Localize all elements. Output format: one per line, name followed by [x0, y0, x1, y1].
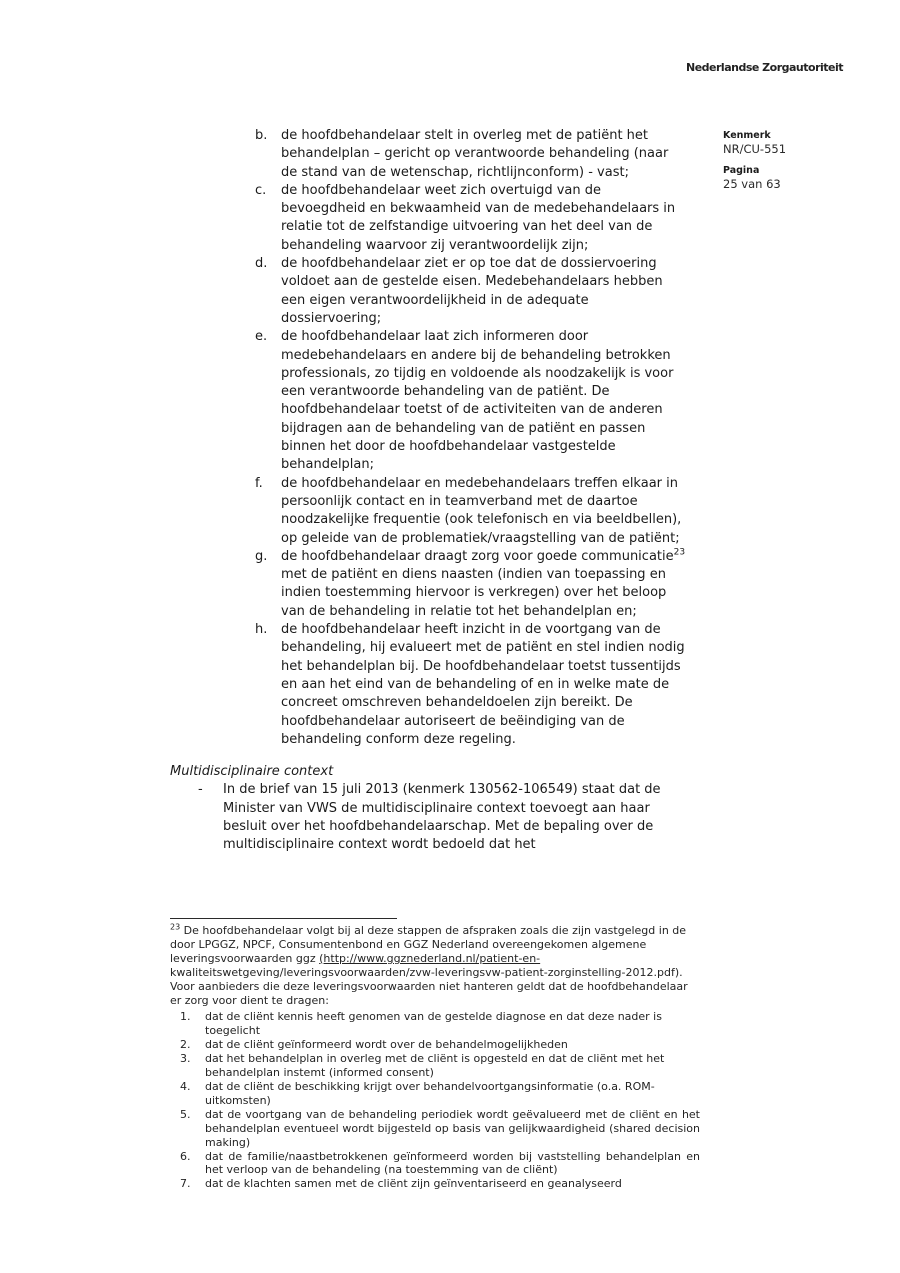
footnote-item-number: 5. — [180, 1107, 191, 1121]
footnote-item-number: 3. — [180, 1052, 191, 1066]
list-marker: f. — [255, 475, 263, 491]
footnote-area — [170, 918, 700, 1191]
footnote-url-rest: kwaliteitswetgeving/leveringsvoorwaarden/zvw-leveringsvw-patient-zorginstelling-2012.pdf — [170, 965, 675, 979]
list-item-text — [281, 548, 687, 621]
list-item-e — [170, 328, 687, 474]
list-item-f — [170, 475, 687, 548]
footnote-item-text: dat de klachten samen met de cliënt zijn geïnventariseerd en geanalyseerd — [205, 1177, 622, 1191]
list-item-text: de hoofdbehandelaar en medebehandelaars treffen elkaar in persoonlijk contact en in teamverband met de daartoe noodzakelijke frequentie (ook telefonisch en via beeldbellen), op geleide van de problematiek/vraagstelling van de patiënt; — [281, 475, 682, 546]
list-item-text: de hoofdbehandelaar heeft inzicht in de voortgang van de behandeling, hij evalueert met de patiënt en stel indien nodig het behandelplan bij. De hoofdbehandelaar toetst tussentijds en aan het eind van de behandeling of en in welke mate de concreet omschreven behandeldoelen zijn bereikt. De hoofdbehandelaar autoriseert de beëindiging van de behandeling conform deze regeling. — [281, 622, 685, 747]
list-item-text: de hoofdbehandelaar weet zich overtuigd van de bevoegdheid en bekwaamheid van de medebehandelaars in relatie tot de zelfstandige uitvoering van het deel van de behandeling waarvoor zij verantwoordelijk zijn; — [281, 182, 676, 253]
dash-item-text: In de brief van 15 juli 2013 (kenmerk 130562-106549) staat dat de Minister van VWS de multidisciplinaire context toevoegt aan haar besluit over het hoofdbehandelaarschap. Met de bepaling over de multidisciplinaire context wordt bedoeld dat het — [223, 782, 661, 853]
footnote-numbered-list — [170, 1010, 700, 1191]
list-marker: d. — [255, 256, 268, 272]
footnote-item-number: 6. — [180, 1149, 191, 1163]
footnote-url-link[interactable]: (http://www.ggznederland.nl/patient-en- — [319, 951, 541, 965]
footnote-separator — [170, 918, 397, 919]
footnote-item-1 — [170, 1010, 700, 1038]
footnote-item-text: dat de cliënt kennis heeft genomen van de gestelde diagnose en dat deze nader is toegelicht — [205, 1010, 662, 1038]
list-item-text: de hoofdbehandelaar laat zich informeren door medebehandelaars en andere bij de behandeling betrokken professionals, zo tijdig en voldoende als noodzakelijk is voor een verantwoorde behandeling van de patiënt. De hoofdbehandelaar toetst of de activiteiten van de anderen bijdragen aan de behandeling van de patiënt en passen binnen het door de hoofdbehandelaar vastgestelde behandelplan; — [281, 329, 674, 473]
footnote-item-7 — [170, 1177, 700, 1191]
list-item-b — [170, 127, 687, 182]
list-marker: c. — [255, 182, 267, 198]
dash-marker: - — [198, 782, 203, 798]
footnote-item-number: 1. — [180, 1010, 191, 1024]
list-item-c — [170, 182, 687, 255]
footnote-item-text: dat de cliënt geïnformeerd wordt over de behandelmogelijkheden — [205, 1038, 568, 1052]
footnote-item-3 — [170, 1052, 700, 1080]
footnote-item-number: 4. — [180, 1079, 191, 1093]
footnote-item-number: 7. — [180, 1177, 191, 1191]
list-marker: e. — [255, 329, 268, 345]
footnote-text: De hoofdbehandelaar volgt bij al deze stappen de afspraken zoals die zijn vastgelegd in de door LPGGZ, NPCF, Consumentenbond en GGZ Nederland overeengekomen algemene leveringsvoorwaarden ggz — [170, 924, 687, 965]
section-heading: Multidisciplinaire context — [170, 764, 334, 780]
pagina-label: Pagina — [723, 165, 760, 176]
footnote-text: ). Voor aanbieders die deze leveringsvoorwaarden niet hanteren geldt dat de hoofdbehandelaar er zorg voor dient te dragen: — [170, 965, 688, 1007]
list-item-d — [170, 255, 687, 328]
footnote-item-5 — [170, 1108, 700, 1150]
dash-list-item — [170, 781, 687, 854]
kenmerk-value: NR/CU-551 — [723, 142, 787, 156]
list-item-g — [170, 548, 687, 621]
footnote-paragraph — [170, 924, 700, 1007]
list-item-text: de hoofdbehandelaar ziet er op toe dat de dossiervoering voldoet aan de gestelde eisen. Medebehandelaars hebben een eigen verantwoordelijkheid in de adequate dossiervoering; — [281, 256, 663, 326]
footnote-item-4 — [170, 1080, 700, 1108]
list-item-text: de hoofdbehandelaar stelt in overleg met de patiënt het behandelplan – gericht op verantwoorde behandeling (naar de stand van de wetenschap, richtlijnconform) - vast; — [281, 128, 669, 180]
footnote-item-text: dat de voortgang van de behandeling periodiek wordt geëvalueerd met de cliënt en het behandelplan eventueel wordt bijgesteld op basis van gelijkwaardigheid (shared decision making) — [205, 1107, 700, 1149]
list-item-text-part: de hoofdbehandelaar draagt zorg voor goede communicatie — [281, 548, 674, 564]
nza-logo: Nederlandse Zorgautoriteit — [686, 61, 844, 74]
footnote-number: 23 — [170, 922, 181, 932]
page-meta — [723, 130, 883, 200]
footnote-item-number: 2. — [180, 1038, 191, 1052]
list-marker: b. — [255, 128, 268, 143]
footnote-item-2 — [170, 1038, 700, 1052]
list-marker: g. — [255, 548, 268, 564]
kenmerk-label: Kenmerk — [723, 130, 771, 141]
footnote-item-text: dat het behandelplan in overleg met de cliënt is opgesteld en dat de cliënt met het behandelplan instemt (informed consent) — [205, 1052, 665, 1080]
lettered-list — [170, 127, 687, 749]
body-text — [170, 127, 687, 855]
footnote-ref-23: 23 — [673, 547, 686, 558]
footnote-item-text: dat de cliënt de beschikking krijgt over behandelvoortgangsinformatie (o.a. ROM-uitkomsten) — [205, 1079, 655, 1107]
footnote-item-text: dat de familie/naastbetrokkenen geïnformeerd worden bij vaststelling behandelplan en het verloop van de behandeling (na toestemming van de cliënt) — [205, 1149, 700, 1177]
list-item-text-part: met de patiënt en diens naasten (indien van toepassing en indien toestemming hiervoor is verkregen) over het beloop van de behandeling in relatie tot het behandelplan en; — [281, 567, 667, 619]
list-item-h — [170, 621, 687, 749]
list-marker: h. — [255, 622, 268, 638]
footnote-item-6 — [170, 1150, 700, 1178]
pagina-value: 25 van 63 — [723, 177, 781, 191]
